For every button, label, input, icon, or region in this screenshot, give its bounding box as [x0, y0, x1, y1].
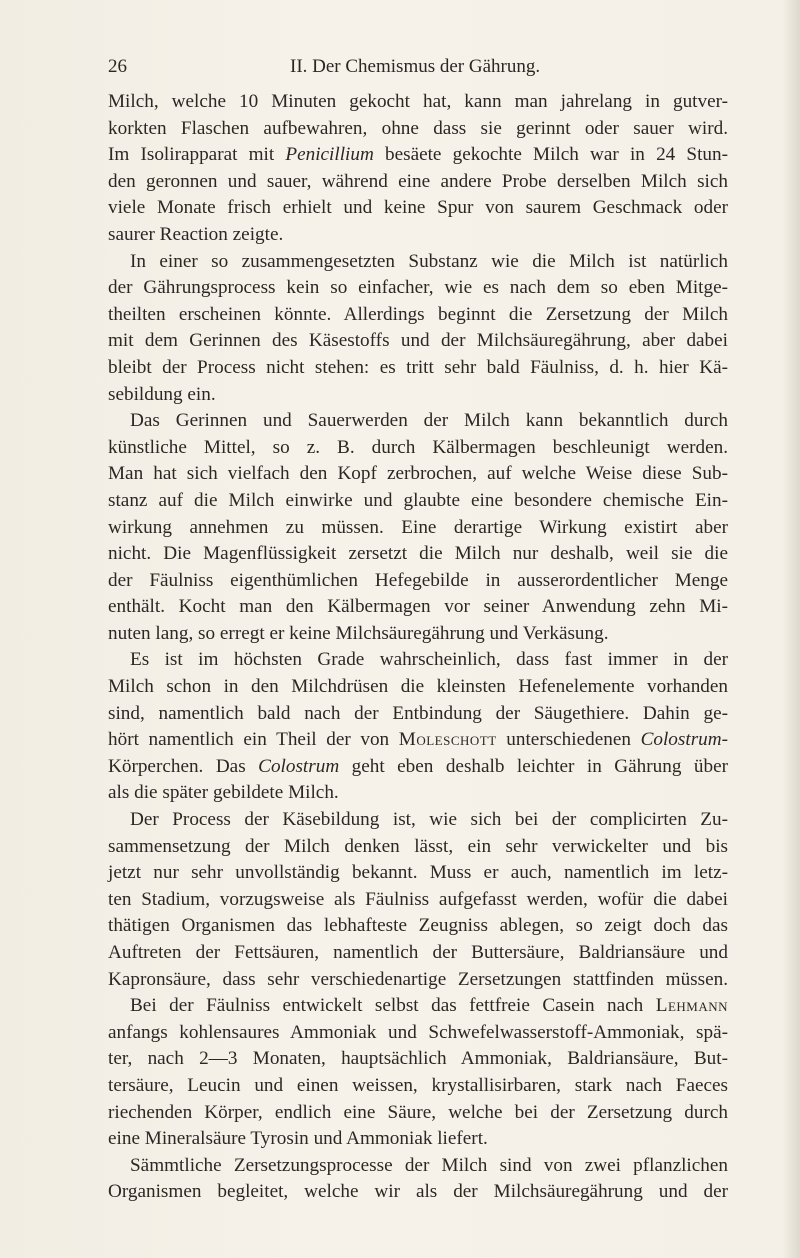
- line-text: nicht. Die Magenflüssigkeit zersetzt die Milch nur deshalb, weil sie die: [108, 543, 728, 565]
- text-line: [108, 488, 728, 515]
- text-line: [108, 1073, 728, 1100]
- line-text: eine Mineralsäure Tyrosin und Ammoniak liefert.: [108, 1128, 488, 1150]
- line-text: der Fäulniss eigenthümlichen Hefegebilde in ausserordentlicher Menge: [108, 569, 728, 591]
- italic-term: Colostrum: [258, 755, 340, 777]
- line-text: Man hat sich vielfach den Kopf zerbrochen, auf welche Weise diese Sub-: [108, 463, 728, 485]
- text-line: [108, 701, 728, 728]
- text-line: [108, 860, 728, 887]
- text-line: [108, 727, 728, 754]
- text-line: [108, 1153, 728, 1180]
- text-line: [108, 807, 728, 834]
- line-text: jetzt nur sehr unvollständig bekannt. Muss er auch, namentlich im letz-: [108, 862, 728, 884]
- text-line: [108, 355, 728, 382]
- running-title: II. Der Chemismus der Gährung.: [290, 56, 541, 77]
- text-line: [108, 328, 728, 355]
- line-text: tersäure, Leucin und einen weissen, krystallisirbaren, stark nach Faeces: [108, 1074, 728, 1096]
- italic-term: Colostrum-: [640, 729, 728, 751]
- line-text: korkten Flaschen aufbewahren, ohne dass sie gerinnt oder sauer wird.: [108, 117, 728, 139]
- author-name: Lehmann: [655, 995, 728, 1017]
- line-text: In einer so zusammengesetzten Substanz wie die Milch ist natürlich: [130, 250, 728, 272]
- line-text: enthält. Kocht man den Kälbermagen vor seiner Anwendung zehn Mi-: [108, 596, 728, 618]
- line-text: Bei der Fäulniss entwickelt selbst das fettfreie Casein nach: [130, 995, 656, 1017]
- text-line: [108, 1179, 728, 1206]
- body-text: [108, 89, 728, 1206]
- line-text: als die später gebildete Milch.: [108, 782, 339, 804]
- line-text: anfangs kohlensaures Ammoniak und Schwefelwasserstoff-Ammoniak, spä-: [108, 1021, 728, 1043]
- line-text: stanz auf die Milch einwirke und glaubte eine besondere chemische Ein-: [108, 489, 728, 511]
- page-header: [108, 56, 728, 82]
- line-text: nuten lang, so erregt er keine Milchsäuregährung und Verkäsung.: [108, 622, 609, 644]
- line-text: viele Monate frisch erhielt und keine Spur von saurem Geschmack oder: [108, 197, 728, 219]
- line-text: theilten erscheinen könnte. Allerdings beginnt die Zersetzung der Milch: [108, 303, 728, 325]
- text-line: [108, 780, 728, 807]
- text-line: [108, 1020, 728, 1047]
- author-name: Moleschott: [398, 729, 497, 751]
- line-text: künstliche Mittel, so z. B. durch Kälbermagen beschleunigt werden.: [108, 436, 728, 458]
- line-text: Das Gerinnen und Sauerwerden der Milch kann bekanntlich durch: [130, 410, 728, 432]
- italic-term: Penicillium: [285, 144, 374, 166]
- text-line: [108, 515, 728, 542]
- text-line: [108, 275, 728, 302]
- line-text: Es ist im höchsten Grade wahrscheinlich, dass fast immer in der: [130, 649, 728, 671]
- text-line: [108, 967, 728, 994]
- text-line: [108, 594, 728, 621]
- text-line: [108, 116, 728, 143]
- line-text: geht eben deshalb leichter in Gährung über: [339, 755, 728, 777]
- text-line: [108, 195, 728, 222]
- line-text: Körperchen. Das: [108, 755, 259, 777]
- text-line: [108, 1046, 728, 1073]
- text-line: [108, 754, 728, 781]
- page-number: 26: [108, 56, 127, 77]
- line-text: Der Process der Käsebildung ist, wie sich bei der complicirten Zu-: [130, 809, 728, 831]
- line-text: hört namentlich ein Theil der von: [108, 729, 399, 751]
- line-text: unterschiedenen: [496, 729, 641, 751]
- line-text: ter, nach 2—3 Monaten, hauptsächlich Ammoniak, Baldriansäure, But-: [108, 1048, 728, 1070]
- text-line: [108, 142, 728, 169]
- line-text: Organismen begleitet, welche wir als der Milchsäuregährung und der: [108, 1181, 728, 1203]
- text-line: [108, 621, 728, 648]
- line-text: Im Isolirapparat mit: [108, 144, 286, 166]
- line-text: der Gährungsprocess kein so einfacher, wie es nach dem so eben Mitge-: [108, 277, 728, 299]
- text-line: [108, 993, 728, 1020]
- text-line: [108, 89, 728, 116]
- line-text: sind, namentlich bald nach der Entbindung der Säugethiere. Dahin ge-: [108, 702, 728, 724]
- text-line: [108, 940, 728, 967]
- text-line: [108, 1100, 728, 1127]
- text-line: [108, 568, 728, 595]
- text-line: [108, 647, 728, 674]
- line-text: Kapronsäure, dass sehr verschiedenartige Zersetzungen stattfinden müssen.: [108, 968, 728, 990]
- line-text: sebildung ein.: [108, 383, 216, 405]
- text-line: [108, 541, 728, 568]
- text-line: [108, 674, 728, 701]
- text-line: [108, 1126, 728, 1153]
- text-line: [108, 461, 728, 488]
- line-text: Auftreten der Fettsäuren, namentlich der Buttersäure, Baldriansäure und: [108, 942, 728, 963]
- line-text: wirkung annehmen zu müssen. Eine derartige Wirkung existirt aber: [108, 516, 728, 538]
- line-text: saurer Reaction zeigte.: [108, 223, 284, 245]
- text-line: [108, 249, 728, 276]
- line-text: bleibt der Process nicht stehen: es tritt sehr bald Fäulniss, d. h. hier Kä-: [108, 356, 728, 378]
- text-line: [108, 435, 728, 462]
- line-text: Milch, welche 10 Minuten gekocht hat, kann man jahrelang in gutver-: [108, 91, 728, 112]
- page-edge-shadow: [782, 0, 800, 1258]
- text-line: [108, 222, 728, 249]
- line-text: Sämmtliche Zersetzungsprocesse der Milch sind von zwei pflanzlichen: [130, 1154, 728, 1176]
- line-text: Milch schon in den Milchdrüsen die kleinsten Hefenelemente vorhanden: [108, 676, 728, 698]
- text-line: [108, 913, 728, 940]
- line-text: ten Stadium, vorzugsweise als Fäulniss aufgefasst werden, wofür die dabei: [108, 888, 728, 910]
- text-line: [108, 887, 728, 914]
- text-line: [108, 169, 728, 196]
- line-text: sammensetzung der Milch denken lässt, ein sehr verwickelter und bis: [108, 835, 728, 857]
- line-text: thätigen Organismen das lebhafteste Zeugniss ablegen, so zeigt doch das: [108, 915, 728, 937]
- line-text: den geronnen und sauer, während eine andere Probe derselben Milch sich: [108, 170, 728, 192]
- text-line: [108, 834, 728, 861]
- line-text: mit dem Gerinnen des Käsestoffs und der Milchsäuregährung, aber dabei: [108, 330, 728, 352]
- text-line: [108, 382, 728, 409]
- text-line: [108, 408, 728, 435]
- line-text: besäete gekochte Milch war in 24 Stun-: [373, 144, 728, 166]
- line-text: riechenden Körper, endlich eine Säure, welche bei der Zersetzung durch: [108, 1101, 728, 1123]
- text-line: [108, 302, 728, 329]
